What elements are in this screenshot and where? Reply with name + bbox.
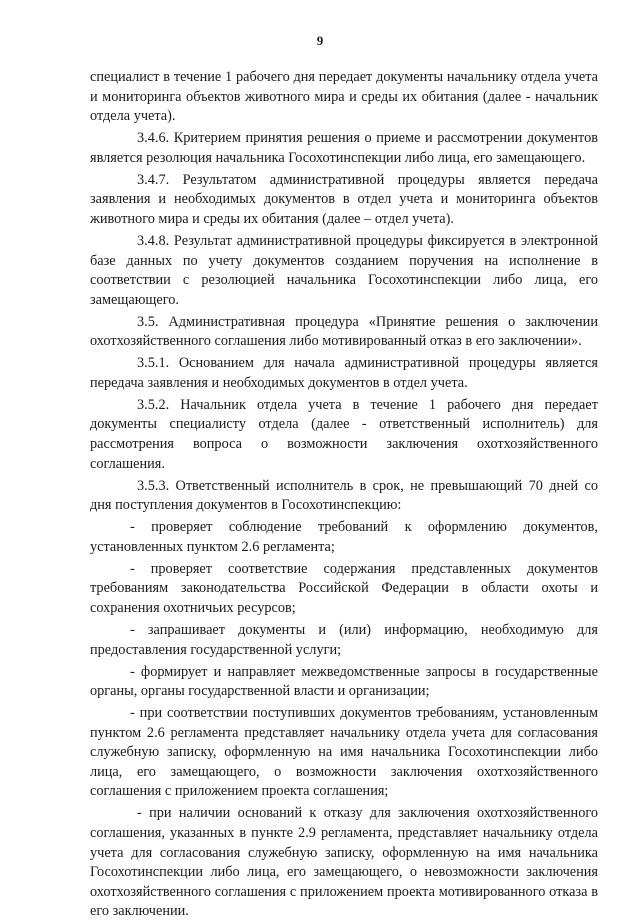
list-item: - формирует и направляет межведомственные запросы в государственные органы, органы государственной власти и организации; (90, 663, 598, 700)
paragraph: специалист в течение 1 рабочего дня передает документы начальнику отдела учета и мониторинга объектов животного мира и среды их обитания (далее - начальник отдела учета). (90, 69, 598, 125)
list-item: - при соответствии поступивших документов требованиям, установленным пунктом 2.6 регламента представляет начальнику отдела учета для согласования служебную записку, оформленную на имя начальника Госохотинспекции либо лица, его замещающего, о возможности заключения охотхозяйственного соглашения с приложением проекта соглашения; (90, 705, 598, 800)
paragraph-3-5-2: 3.5.2. Начальник отдела учета в течение 1 рабочего дня передает документы специалисту отдела (далее - ответственный исполнитель) для рассмотрения вопроса о возможности заключения охотхозяйственного соглашения. (90, 396, 598, 472)
paragraph-3-5-3: 3.5.3. Ответственный исполнитель в срок, не превышающий 70 дней со дня поступления документов в Госохотинспекцию: (90, 477, 598, 514)
paragraph-3-5-1: 3.5.1. Основанием для начала административной процедуры является передача заявления и необходимых документов в отдел учета. (90, 355, 598, 391)
document-body (90, 68, 598, 922)
paragraph-3-4-8: 3.4.8. Результат административной процедуры фиксируется в электронной базе данных по учету документов созданием поручения на исполнение в соответствии с резолюцией начальника Госохотинспекции либо лица, его замещающего. (90, 232, 598, 308)
list-item: - проверяет соответствие содержания представленных документов требованиям законодательства Российской Федерации в области охоты и сохранения охотничьих ресурсов; (90, 560, 598, 616)
paragraph-3-4-6: 3.4.6. Критерием принятия решения о приеме и рассмотрении документов является резолюция начальника Госохотинспекции либо лица, его замещающего. (90, 130, 598, 166)
page-number: 9 (316, 33, 324, 48)
list-item: - запрашивает документы и (или) информацию, необходимую для предоставления государственной услуги; (90, 621, 598, 658)
paragraph-3-4-7: 3.4.7. Результатом административной процедуры является передача заявления и необходимых документов в отдел учета и мониторинга объектов животного мира и среды их обитания (далее – отдел учета). (90, 171, 598, 227)
paragraph-3-5: 3.5. Административная процедура «Принятие решения о заключении охотхозяйственного соглашения либо мотивированный отказ в его заключении». (90, 313, 598, 350)
list-item: - проверяет соблюдение требований к оформлению документов, установленных пунктом 2.6 регламента; (90, 519, 598, 555)
list-item: - при наличии оснований к отказу для заключения охотхозяйственного соглашения, указанных в пункте 2.9 регламента, представляет начальнику отдела учета для согласования служебную записку, оформленную на имя начальника Госохотинспекции либо лица, его замещающего, о невозможности заключения охотхозяйственного соглашения с приложением проекта мотивированного отказа в его заключении. (90, 805, 598, 920)
